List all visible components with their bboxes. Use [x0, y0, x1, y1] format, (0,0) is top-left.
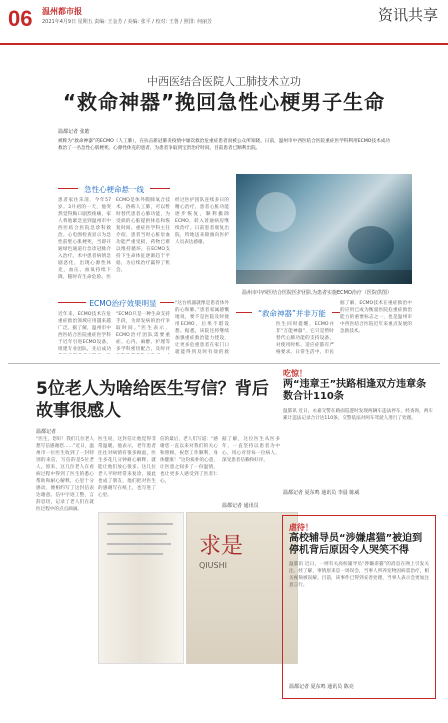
letters-headline: 5位老人为啥给医生写信？背后故事很感人	[36, 379, 269, 421]
letters-col-4: 据了解，这位医生从医多年，一直坚持以患者为中心，用心对待每一位病人，深受患者信赖和好评。	[222, 437, 280, 463]
main-col-6: “这台机器就像是患者体外的心和肺。”患者家属感慨地说，要不是医院及时使用ECMO，后果不堪设想。据悉，该院还将继续加强重症救治能力建设，让更多危重患者在家门口就能得到及时有效的救	[175, 301, 229, 354]
surgery-photo	[236, 174, 412, 284]
letters-col-1: “医生，您好！我们几位老人想写信感谢您……”近日，温州市一位医生收到了一封特别的来信，写信的是5位老人。原来，这几位老人在看病过程中得到了医生的悉心帮助和耐心解释，心里十分感动，便相约写了这封信表达谢意。信中字迹工整，言辞恳切，记录了老人们在就医过程中的点点滴滴。	[36, 437, 94, 512]
news2-tag: 虐待！	[289, 523, 313, 532]
header-rule	[0, 43, 448, 45]
subhead-3-rule-right	[332, 312, 340, 313]
subhead-rule-left	[58, 188, 78, 189]
main-col-5: “ECMO只是一种生命支持手段，为原发病的治疗争取时间。”医生表示，ECMO治疗团队需要重症、心内、麻醉、护理等多学科密切配合，及时评	[116, 312, 170, 352]
subhead-rule-right	[150, 188, 170, 189]
letters-col-2: 医生说，这封信让他觉得非常温暖。他表示，老年患者往往对病情有很多顾虑，医生多花几分钟耐心解释，就能让他们放心很多。这几位老人平时经常来复诊，彼此也成了朋友，他们把对医生的感谢写在纸上，也写进了心里。	[98, 437, 156, 498]
page-number: 06	[8, 6, 33, 31]
subhead-2-rule-left	[58, 302, 86, 303]
letters-byline-end: 温都记者 通讯员	[222, 503, 259, 509]
news2-byline: 温都记者 夏东鸣 通讯员 陈亮	[289, 684, 354, 690]
letter-line	[107, 533, 167, 535]
news1-byline: 温都记者 夏东鸣 通讯员 李晨 陈威	[283, 490, 360, 496]
letter-line	[107, 553, 163, 555]
section-divider	[8, 363, 440, 364]
letter-pages-photo	[98, 512, 184, 664]
subhead-2-rule-right	[160, 302, 174, 303]
main-col-1: 患者家住乐清，今年57岁。3月初的一天，他突然觉得胸口剧烈疼痛，家人将他紧急送到温州市中西医结合医院急诊科救治。心电图检查显示为急性前壁心肌梗死，当即开通绿色通道行急诊冠脉介入治疗。术中患者病情急剧恶化，出现心源性休克，血压、血氧持续下降，随时有生命危险。医	[58, 198, 111, 279]
subhead-3: “救命神器”并非万能	[258, 309, 326, 318]
letters-col-3: 信的最后，老人们写道：“感谢您一直以来对我们的关心和照顾，祝您工作顺利，身体健康！”这份质朴的心意，让医患之间多了一份温情，也让更多人感受到了医者仁心。	[160, 437, 218, 484]
main-byline: 温都记者 张皓	[58, 129, 90, 135]
section-name: 资讯共享	[377, 6, 438, 24]
subhead-2: ECMO治疗效果明显	[89, 299, 157, 308]
main-col-4: 近年来，ECMO技术在危重症救治领域应用越来越广泛。据了解，温州市中西医结合医院重症医学科于近年引进ECMO设备，组建专业团队，先后成功	[58, 312, 111, 352]
news2-title: 高校辅导员“涉嫌虐猫”被迫到停机背后原因令人哭笑不得	[289, 533, 423, 556]
main-headline: “救命神器”挽回急性心梗男子生命	[62, 90, 386, 114]
operating-lamp	[256, 192, 296, 232]
paper-name: 温州都市报	[42, 7, 82, 16]
letter-line	[107, 543, 171, 545]
photo-shade	[236, 270, 412, 284]
letter-line	[107, 523, 173, 525]
news2-text: 温都讯 近日，一则有关高校辅导员“涉嫌虐猫”的消息在网上引发关注。经了解，事情原来是一场误会，当事人所养宠物因病需治疗，相关视频被误解。目前，该事件已得到妥善处理，当事人表示会更加注意言行。	[289, 562, 429, 588]
news1-text: 温都讯 近日，永嘉交警在路面巡逻时发现两辆车违法停车，经查询，两车累计违法记录合计达110条，交警依法对两车驾驶人进行了处理。	[283, 409, 433, 421]
magazine-title: 求是	[199, 534, 244, 559]
photo-caption: 温州市中西医结合医院医护团队为患者实施ECMO治疗（医院供图）	[242, 290, 392, 296]
news1-title: 两“违章王”扶路相逢双方违章条数合计110条	[283, 379, 427, 402]
main-col-3: 经过医护团队连续多日的精心治疗，患者心脏功能逐步恢复，顺利撤除ECMO，转入普通病房继续治疗。日前患者康复出院，特地送来锦旗向医护人员表达感谢。	[175, 198, 229, 245]
subhead-1: 急性心梗命悬一线	[84, 185, 144, 194]
news1-tag: 吃惊！	[283, 369, 307, 378]
main-col-8: 据了解，ECMO技术在重症救治中的应用已成为衡量医院危重症救治能力的重要标志之一，也是温州市中西医结合医院近年来重点发展的急救技术。	[340, 301, 412, 334]
letters-byline: 温都记者	[36, 429, 57, 435]
subhead-3-rule-left	[236, 312, 252, 313]
medical-staff-figure	[348, 226, 394, 264]
main-kicker: 中西医结合医院人工肺技术立功	[147, 75, 301, 88]
paper-meta: 2021年4月9日 星期五 责编: 王金芳 / 美编: 张平 / 校对: 王鲁 / 照排: 何丽芳	[42, 19, 212, 25]
main-lede: 被称为“救命神器”的ECMO（人工肺），在抗击新冠肺炎疫情中屡次救治危重症患者而被公众所知晓。日前，温州市中西医结合医院重症医学科利用ECMO技术成功救治了一名急性心肌梗死、心源性休克的患者，为患者争取到宝贵治疗时间，目前患者已顺利出院。	[58, 139, 390, 151]
main-col-2: ECMO是体外膜肺氧合技术，俗称人工肺，可以暂时替代患者心肺功能，为受损的心脏提供休息和恢复时间。重症医学科主任介绍，患者当时心脏泵血功能严重受损，药物已难以维持循环，在ECMO支持下生命体征逐渐趋于平稳，为后续治疗赢得了机会。	[116, 198, 170, 273]
main-col-7: 医生同时提醒，ECMO并非“万能神器”，它只是暂时替代心肺功能的支持设备，对使用时机、适应症都有严格要求。日常生活中，市民	[276, 322, 334, 354]
magazine-subtitle: QIUSHI	[199, 561, 227, 570]
